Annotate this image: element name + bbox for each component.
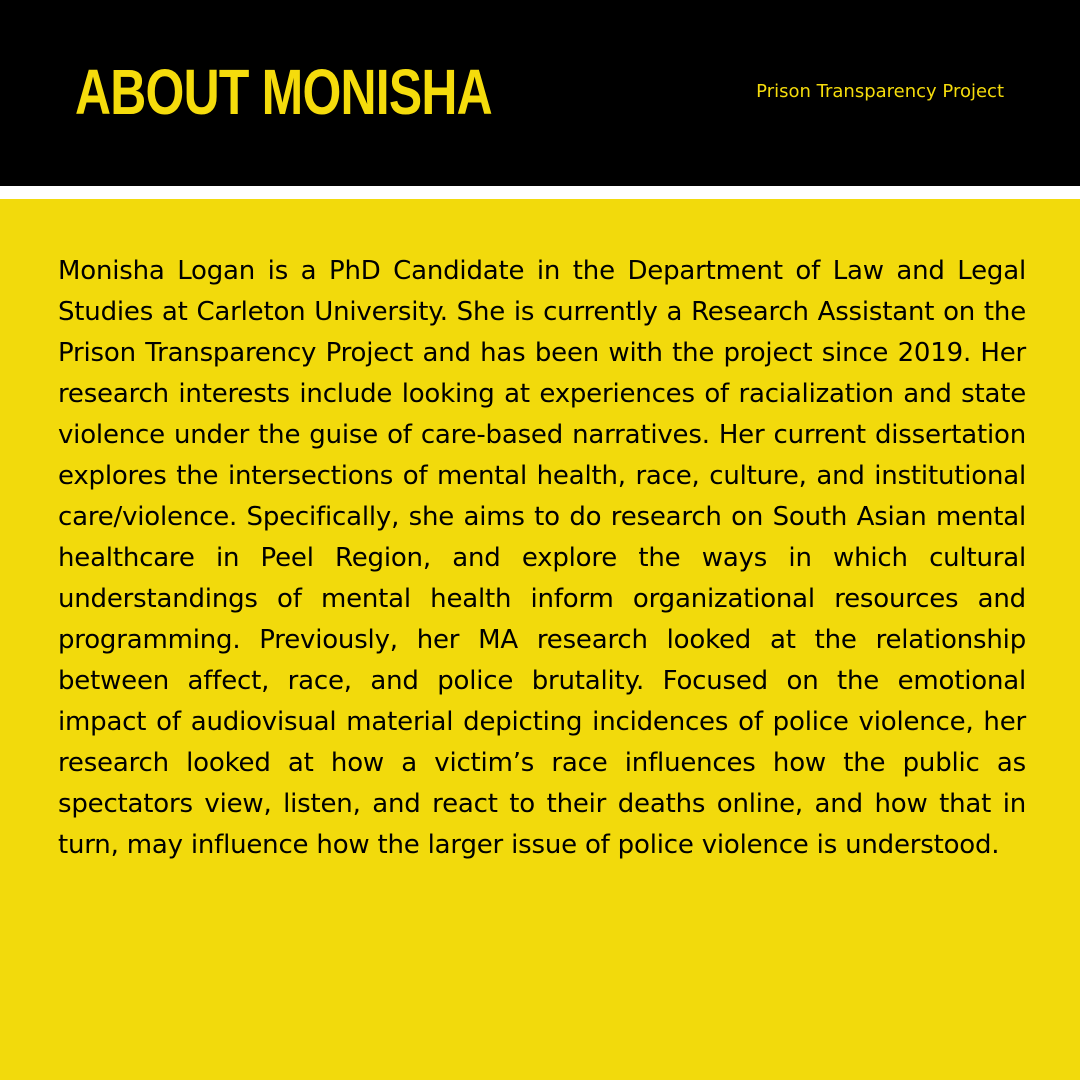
content-panel <box>0 199 1080 1080</box>
header-bar <box>0 0 1080 186</box>
page-title: ABOUT MONISHA <box>75 56 492 128</box>
divider <box>0 186 1080 199</box>
bio-text: Monisha Logan is a PhD Candidate in the Department of Law and Legal Studies at Carleton University. She is currently a Research Assistant on the Prison Transparency Project and has been with the project since 2019. Her research interests include looking at experiences of racialization and state violence under the guise of care-based narratives. Her current dissertation explores the intersections of mental health, race, culture, and institutional care/violence. Specifically, she aims to do research on South Asian mental healthcare in Peel Region, and explore the ways in which cultural understandings of mental health inform organizational resources and programming. Previously, her MA research looked at the relationship between affect, race, and police brutality. Focused on the emotional impact of audiovisual material depicting incidences of police violence, her research looked at how a victim’s race influences how the public as spectators view, listen, and react to their deaths online, and how that in turn, may influence how the larger issue of police violence is understood. <box>58 256 1026 860</box>
project-name: Prison Transparency Project <box>756 81 1004 102</box>
